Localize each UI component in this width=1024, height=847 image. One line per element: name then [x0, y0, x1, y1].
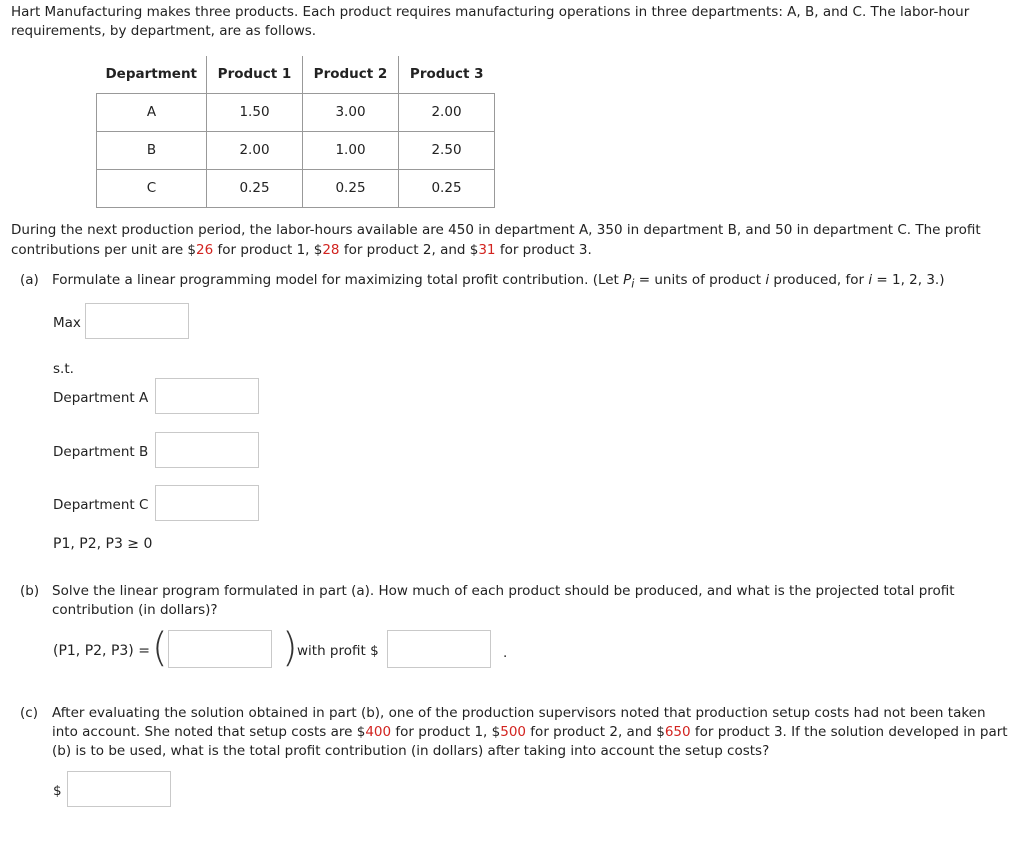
profit-product-1: 26	[196, 242, 214, 258]
profit-input[interactable]	[387, 630, 491, 668]
question-text: = units of product	[634, 272, 766, 288]
table-cell: 2.50	[399, 131, 495, 169]
part-c-question	[20, 704, 1015, 761]
table-cell: C	[97, 169, 207, 207]
var-p: P	[623, 272, 632, 288]
adjusted-profit-input[interactable]	[67, 771, 171, 807]
labor-hours-table	[96, 56, 495, 208]
var-i: i	[868, 272, 873, 288]
table-cell: 2.00	[399, 93, 495, 131]
max-label: Max	[53, 315, 81, 331]
right-paren: )	[282, 625, 298, 671]
production-tuple-input[interactable]	[168, 630, 272, 668]
left-paren: (	[152, 625, 168, 671]
intro-paragraph: Hart Manufacturing makes three products. Each product requires manufacturing operations in three departments: A, B, and C. The labor-hour requirements, by department, are as follows.	[11, 4, 970, 39]
question-text: produced, for	[769, 272, 869, 288]
table-header: Product 1	[207, 56, 303, 93]
part-b-question	[20, 582, 1000, 620]
table-row	[97, 131, 495, 169]
para-text: for product 2, and $	[339, 242, 479, 258]
table-cell: 0.25	[303, 169, 399, 207]
dept-c-label: Department C	[53, 497, 149, 513]
table-header: Department	[97, 56, 207, 93]
table-cell: 1.50	[207, 93, 303, 131]
table-row	[97, 169, 495, 207]
part-b-label: (b)	[20, 583, 40, 599]
dept-b-label: Department B	[53, 444, 149, 460]
table-cell: 0.25	[207, 169, 303, 207]
table-cell: 0.25	[399, 169, 495, 207]
with-profit-label: with profit $	[297, 643, 379, 659]
dept-a-label: Department A	[53, 390, 149, 406]
question-text: for product 2, and $	[526, 724, 665, 740]
objective-input[interactable]	[85, 303, 189, 339]
table-header: Product 3	[399, 56, 495, 93]
setup-cost-product-1: 400	[365, 724, 392, 740]
var-i: i	[765, 272, 770, 288]
question-text: After evaluating the solution obtained in part (b), one of the production supervisors noted that production setup costs had not been taken into account. She noted that setup costs are $	[52, 705, 986, 740]
para-text: for product 1, $	[213, 242, 323, 258]
table-row	[97, 93, 495, 131]
table-cell: 3.00	[303, 93, 399, 131]
dept-c-constraint-input[interactable]	[155, 485, 259, 521]
table-cell: 1.00	[303, 131, 399, 169]
table-cell: 2.00	[207, 131, 303, 169]
question-text: Formulate a linear programming model for maximizing total profit contribution. (Let	[52, 272, 624, 288]
para-text: During the next production period, the labor-hours available are 450 in department A, 350 in department B, and 50 in department C. The profit contributions per unit are $	[11, 222, 981, 258]
dept-b-constraint-input[interactable]	[155, 432, 259, 468]
dollar-sign: $	[53, 783, 62, 799]
table-cell: A	[97, 93, 207, 131]
setup-cost-product-3: 650	[664, 724, 691, 740]
nonnegativity-constraint: P1, P2, P3 ≥ 0	[53, 536, 153, 552]
table-header-row	[97, 56, 495, 93]
tuple-label: (P1, P2, P3) =	[53, 643, 150, 659]
setup-cost-product-2: 500	[500, 724, 527, 740]
part-c-label: (c)	[20, 705, 38, 721]
var-sub: i	[631, 277, 635, 291]
st-label: s.t.	[53, 361, 74, 377]
table-cell: B	[97, 131, 207, 169]
para-text: for product 3.	[495, 242, 592, 258]
profit-product-2: 28	[322, 242, 340, 258]
availability-paragraph	[11, 220, 1011, 260]
part-a-label: (a)	[20, 272, 39, 288]
question-text: for product 3. If the solution developed in part (b) is to be used, what is the total profit contribution (in dollars) after taking into account the setup costs?	[52, 724, 1008, 759]
part-a-question	[20, 272, 1010, 291]
question-text: = 1, 2, 3.)	[872, 272, 945, 288]
dept-a-constraint-input[interactable]	[155, 378, 259, 414]
table-header: Product 2	[303, 56, 399, 93]
question-text: Solve the linear program formulated in part (a). How much of each product should be produced, and what is the projected total profit contribution (in dollars)?	[52, 583, 955, 618]
period: .	[503, 645, 508, 661]
profit-product-3: 31	[478, 242, 496, 258]
question-text: for product 1, $	[391, 724, 501, 740]
